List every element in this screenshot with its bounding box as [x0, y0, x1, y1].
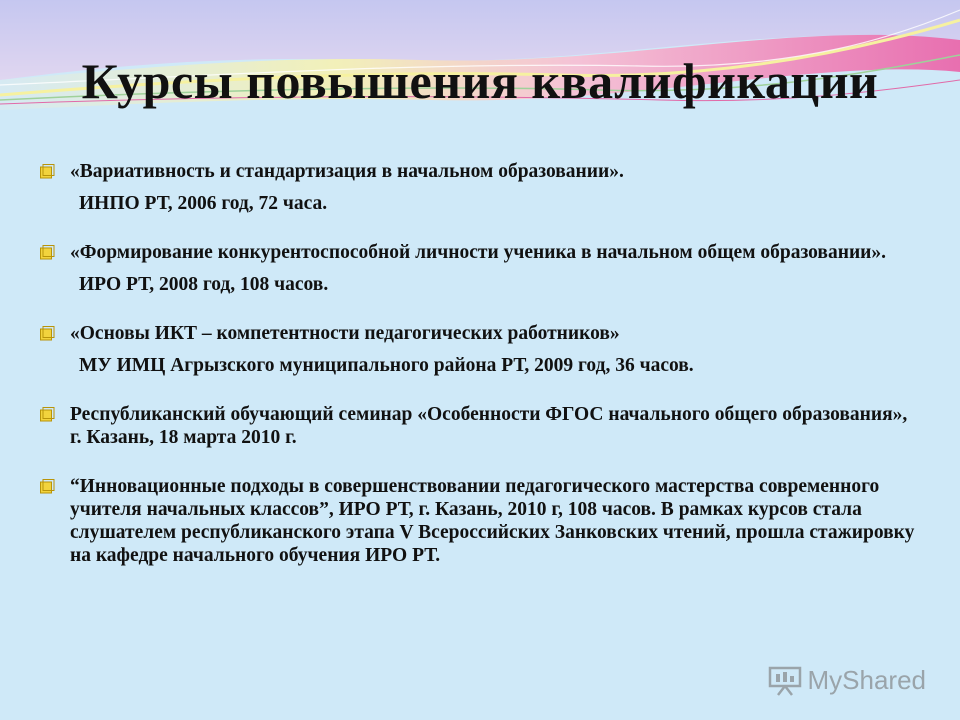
- list-item: [40, 322, 920, 377]
- list-item: [40, 241, 920, 296]
- slide-title: Курсы повышения квалификации: [81, 53, 879, 109]
- checkbox-bullet-icon: [40, 407, 55, 422]
- checkbox-bullet-icon: [40, 326, 55, 341]
- checkbox-bullet-icon: [40, 164, 55, 179]
- course-list: [40, 160, 920, 593]
- checkbox-bullet-icon: [40, 245, 55, 260]
- checkbox-bullet-icon: [40, 479, 55, 494]
- presentation-board-icon: [768, 666, 802, 696]
- list-item-details: ИНПО РТ, 2006 год, 72 часа.: [79, 193, 328, 214]
- list-item-text: «Вариативность и стандартизация в начальном образовании».: [70, 161, 624, 182]
- watermark-text: MyShared: [807, 665, 926, 695]
- list-item: [40, 160, 920, 215]
- list-item-text: «Основы ИКТ – компетентности педагогических работников»: [70, 323, 620, 344]
- list-item-details: МУ ИМЦ Агрызского муниципального района РТ, 2009 год, 36 часов.: [79, 355, 694, 376]
- list-item: [40, 403, 920, 449]
- list-item-text: Республиканский обучающий семинар «Особенности ФГОС начального общего образования», г. Казань, 18 марта 2010 г.: [70, 404, 908, 448]
- list-item-text: «Формирование конкурентоспособной личности ученика в начальном общем образовании».: [70, 242, 887, 263]
- list-item-details: ИРО РТ, 2008 год, 108 часов.: [79, 274, 329, 295]
- list-item-text: “Инновационные подходы в совершенствовании педагогического мастерства современного учителя начальных классов”, ИРО РТ, г. Казань, 2010 г, 108 часов. В рамках курсов стала слушателем республиканского этапа V Всероссийских Занковских чтений, прошла стажировку на кафедре начального обучения ИРО РТ.: [70, 476, 915, 566]
- list-item: [40, 475, 920, 567]
- watermark: [768, 665, 927, 696]
